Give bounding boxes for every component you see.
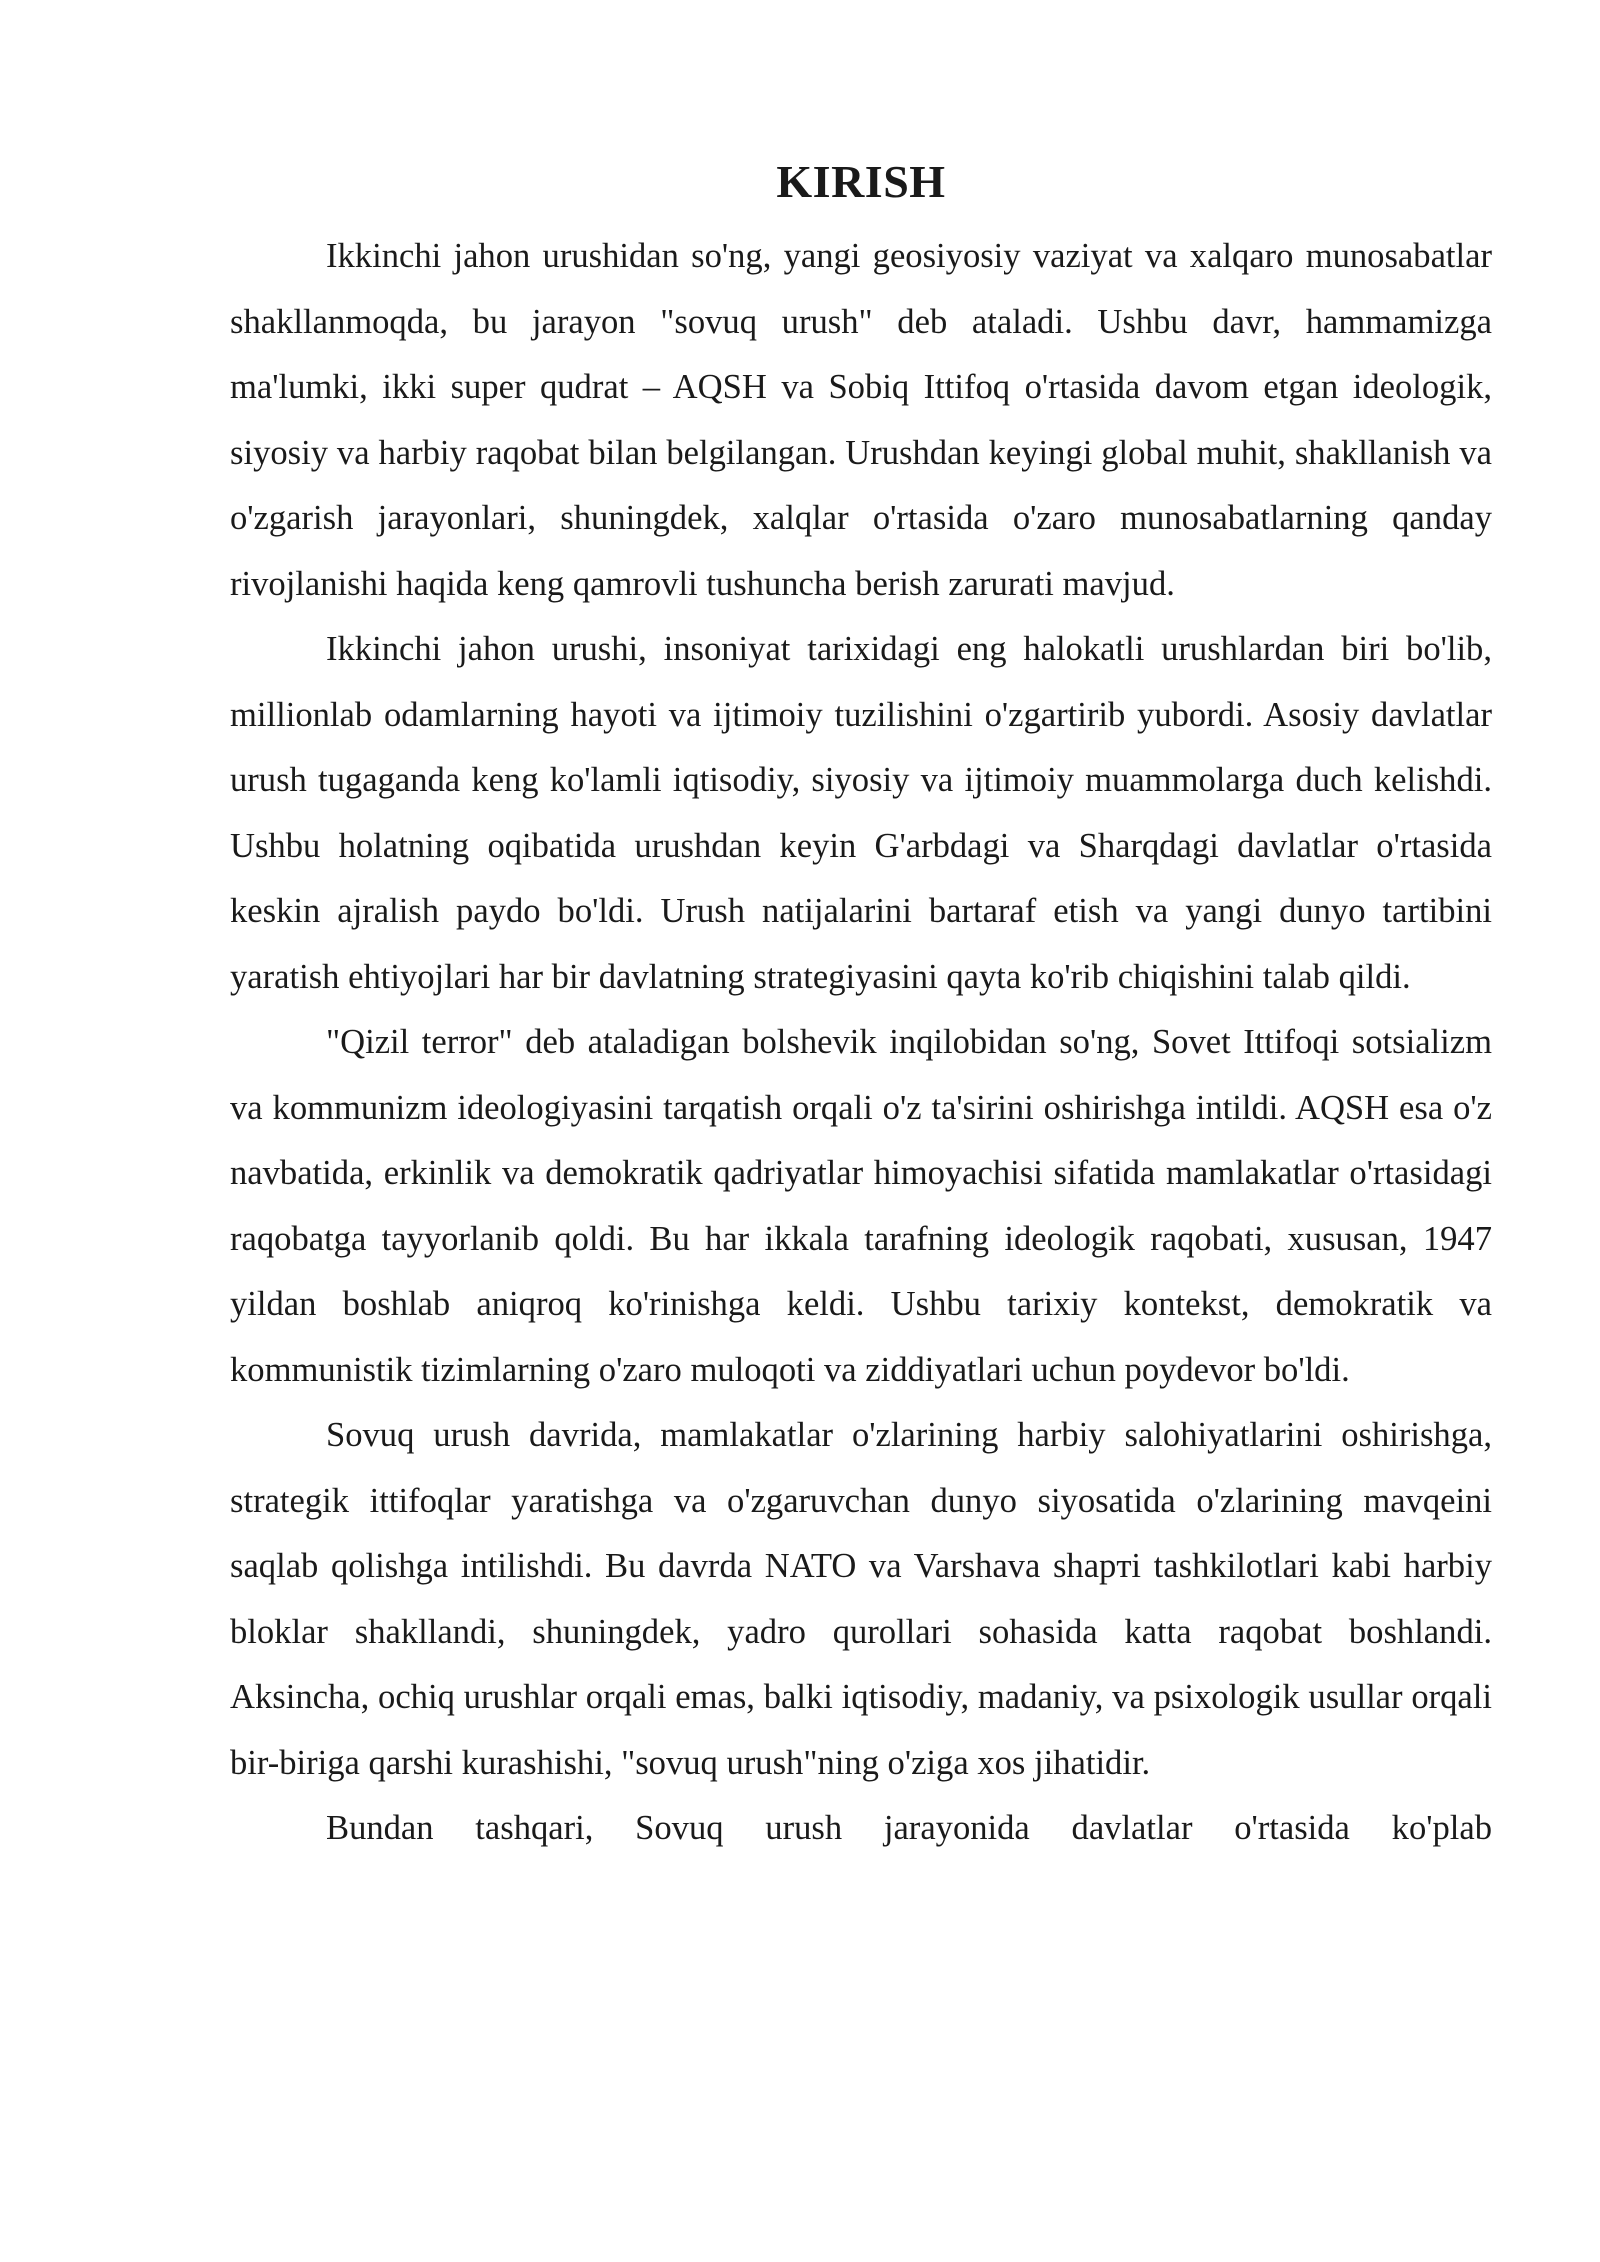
paragraph-4: Sovuq urush davrida, mamlakatlar o'zlarining harbiy salohiyatlarini oshirishga, strategik ittifoqlar yaratishga va o'zgaruvchan dunyo siyosatida o'zlarining mavqeini saqlab qolishga intilishdi. Bu davrda NATO va Varshava shapтi tashkilotlari kabi harbiy bloklar shakllandi, shuningdek, yadro qurollari sohasida katta raqobat boshlandi. Aksincha, ochiq urushlar orqali emas, balki iqtisodiy, madaniy, va psixologik usullar orqali bir-biriga qarshi kurashishi, "sovuq urush"ning o'ziga xos jihatidir. bbox=[230, 1416, 1492, 1782]
paragraph-1: Ikkinchi jahon urushidan so'ng, yangi geosiyosiy vaziyat va xalqaro munosabatlar shakllanmoqda, bu jarayon "sovuq urush" deb ataladi. Ushbu davr, hammamizga ma'lumki, ikki super qudrat – AQSH va Sobiq Ittifoq o'rtasida davom etgan ideologik, siyosiy va harbiy raqobat bilan belgilangan. Urushdan keyingi global muhit, shakllanish va o'zgarish jarayonlari, shuningdek, xalqlar o'rtasida o'zaro munosabatlarning qanday rivojlanishi haqida keng qamrovli tushuncha berish zarurati mavjud. bbox=[230, 237, 1492, 603]
paragraph-2: Ikkinchi jahon urushi, insoniyat tarixidagi eng halokatli urushlardan biri bo'lib, millionlab odamlarning hayoti va ijtimoiy tuzilishini o'zgartirib yubordi. Asosiy davlatlar urush tugaganda keng ko'lamli iqtisodiy, siyosiy va ijtimoiy muammolarga duch kelishdi. Ushbu holatning oqibatida urushdan keyin G'arbdagi va Sharqdagi davlatlar o'rtasida keskin ajralish paydo bo'ldi. Urush natijalarini bartaraf etish va yangi dunyo tartibini yaratish ehtiyojlari har bir davlatning strategiyasini qayta ko'rib chiqishini talab qildi. bbox=[230, 630, 1492, 996]
paragraph-5: Bundan tashqari, Sovuq urush jarayonida davlatlar o'rtasida ko'plab bbox=[326, 1809, 1492, 1847]
paragraph-3: "Qizil terror" deb ataladigan bolshevik inqilobidan so'ng, Sovet Ittifoqi sotsializm va kommunizm ideologiyasini tarqatish orqali o'z ta'sirini oshirishga intildi. AQSH esa o'z navbatida, erkinlik va demokratik qadriyatlar himoyachisi sifatida mamlakatlar o'rtasidagi raqobatga tayyorlanib qoldi. Bu har ikkala tarafning ideologik raqobati, xususan, 1947 yildan boshlab aniqroq ko'rinishga keldi. Ushbu tarixiy kontekst, demokratik va kommunistik tizimlarning o'zaro muloqoti va ziddiyatlari uchun poydevor bo'ldi. bbox=[230, 1023, 1492, 1389]
page-title: KIRISH bbox=[776, 156, 946, 207]
document-body bbox=[230, 150, 1492, 1862]
